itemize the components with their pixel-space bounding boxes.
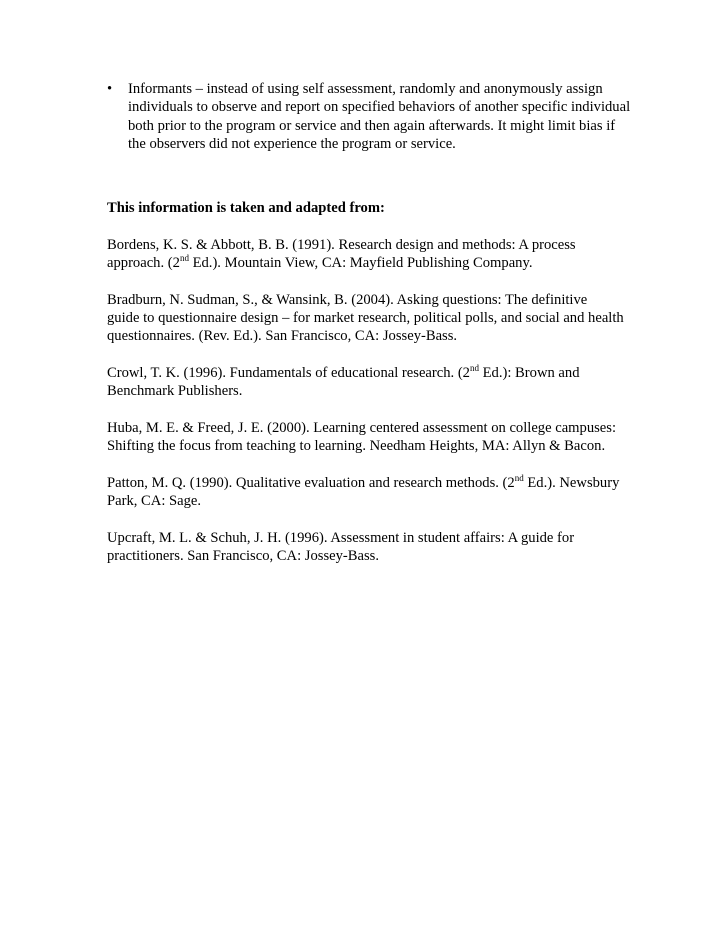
ordinal-suffix: nd	[469, 363, 479, 374]
reference-text: Ed.): Brown and	[478, 365, 580, 382]
reference-line: Upcraft, M. L. & Schuh, J. H. (1996). Assessment in student affairs: A guide for	[107, 529, 575, 546]
ordinal-suffix: nd	[179, 253, 189, 264]
bullet-line: both prior to the program or service and then again afterwards. It might limit bias if	[128, 117, 616, 134]
ordinal-suffix: nd	[514, 472, 524, 483]
bullet-line: the observers did not experience the program or service.	[128, 135, 456, 152]
reference-text: approach. (2	[107, 255, 180, 272]
reference-line: Benchmark Publishers.	[107, 383, 243, 400]
bullet-line: Informants – instead of using self assessment, randomly and anonymously assign	[128, 81, 603, 97]
reference-line: questionnaires. (Rev. Ed.). San Francisco, CA: Jossey-Bass.	[107, 328, 458, 345]
references-heading: This information is taken and adapted from:	[107, 200, 385, 216]
reference-line	[107, 474, 647, 492]
bullet-line: individuals to observe and report on specified behaviors of another specific individual	[128, 99, 631, 116]
reference-text: Patton, M. Q. (1990). Qualitative evaluation and research methods. (2	[107, 474, 515, 491]
reference-text: Ed.). Newsbury	[523, 474, 620, 491]
reference-line: Bradburn, N. Sudman, S., & Wansink, B. (2004). Asking questions: The definitive	[107, 291, 588, 308]
reference-bradburn	[107, 291, 647, 346]
reference-bordens	[107, 236, 647, 273]
reference-line: Shifting the focus from teaching to learning. Needham Heights, MA: Allyn & Bacon.	[107, 438, 606, 455]
reference-line: Huba, M. E. & Freed, J. E. (2000). Learning centered assessment on college campuses:	[107, 419, 617, 436]
reference-upcraft	[107, 529, 647, 566]
reference-patton	[107, 474, 647, 511]
reference-line: Park, CA: Sage.	[107, 493, 202, 510]
reference-line: practitioners. San Francisco, CA: Jossey-Bass.	[107, 548, 379, 565]
reference-huba	[107, 419, 647, 456]
reference-list	[107, 236, 647, 584]
reference-text: Crowl, T. K. (1996). Fundamentals of educational research. (2	[107, 365, 470, 382]
reference-line: guide to questionnaire design – for market research, political polls, and social and health	[107, 310, 624, 327]
reference-line: Bordens, K. S. & Abbott, B. B. (1991). Research design and methods: A process	[107, 237, 576, 253]
reference-line	[107, 254, 647, 272]
bullet-item-informants	[107, 80, 631, 153]
bullet-glyph: •	[107, 81, 113, 97]
reference-line	[107, 364, 647, 382]
reference-text: Ed.). Mountain View, CA: Mayfield Publishing Company.	[188, 255, 533, 272]
reference-crowl	[107, 364, 647, 401]
bullet-text	[128, 80, 631, 153]
